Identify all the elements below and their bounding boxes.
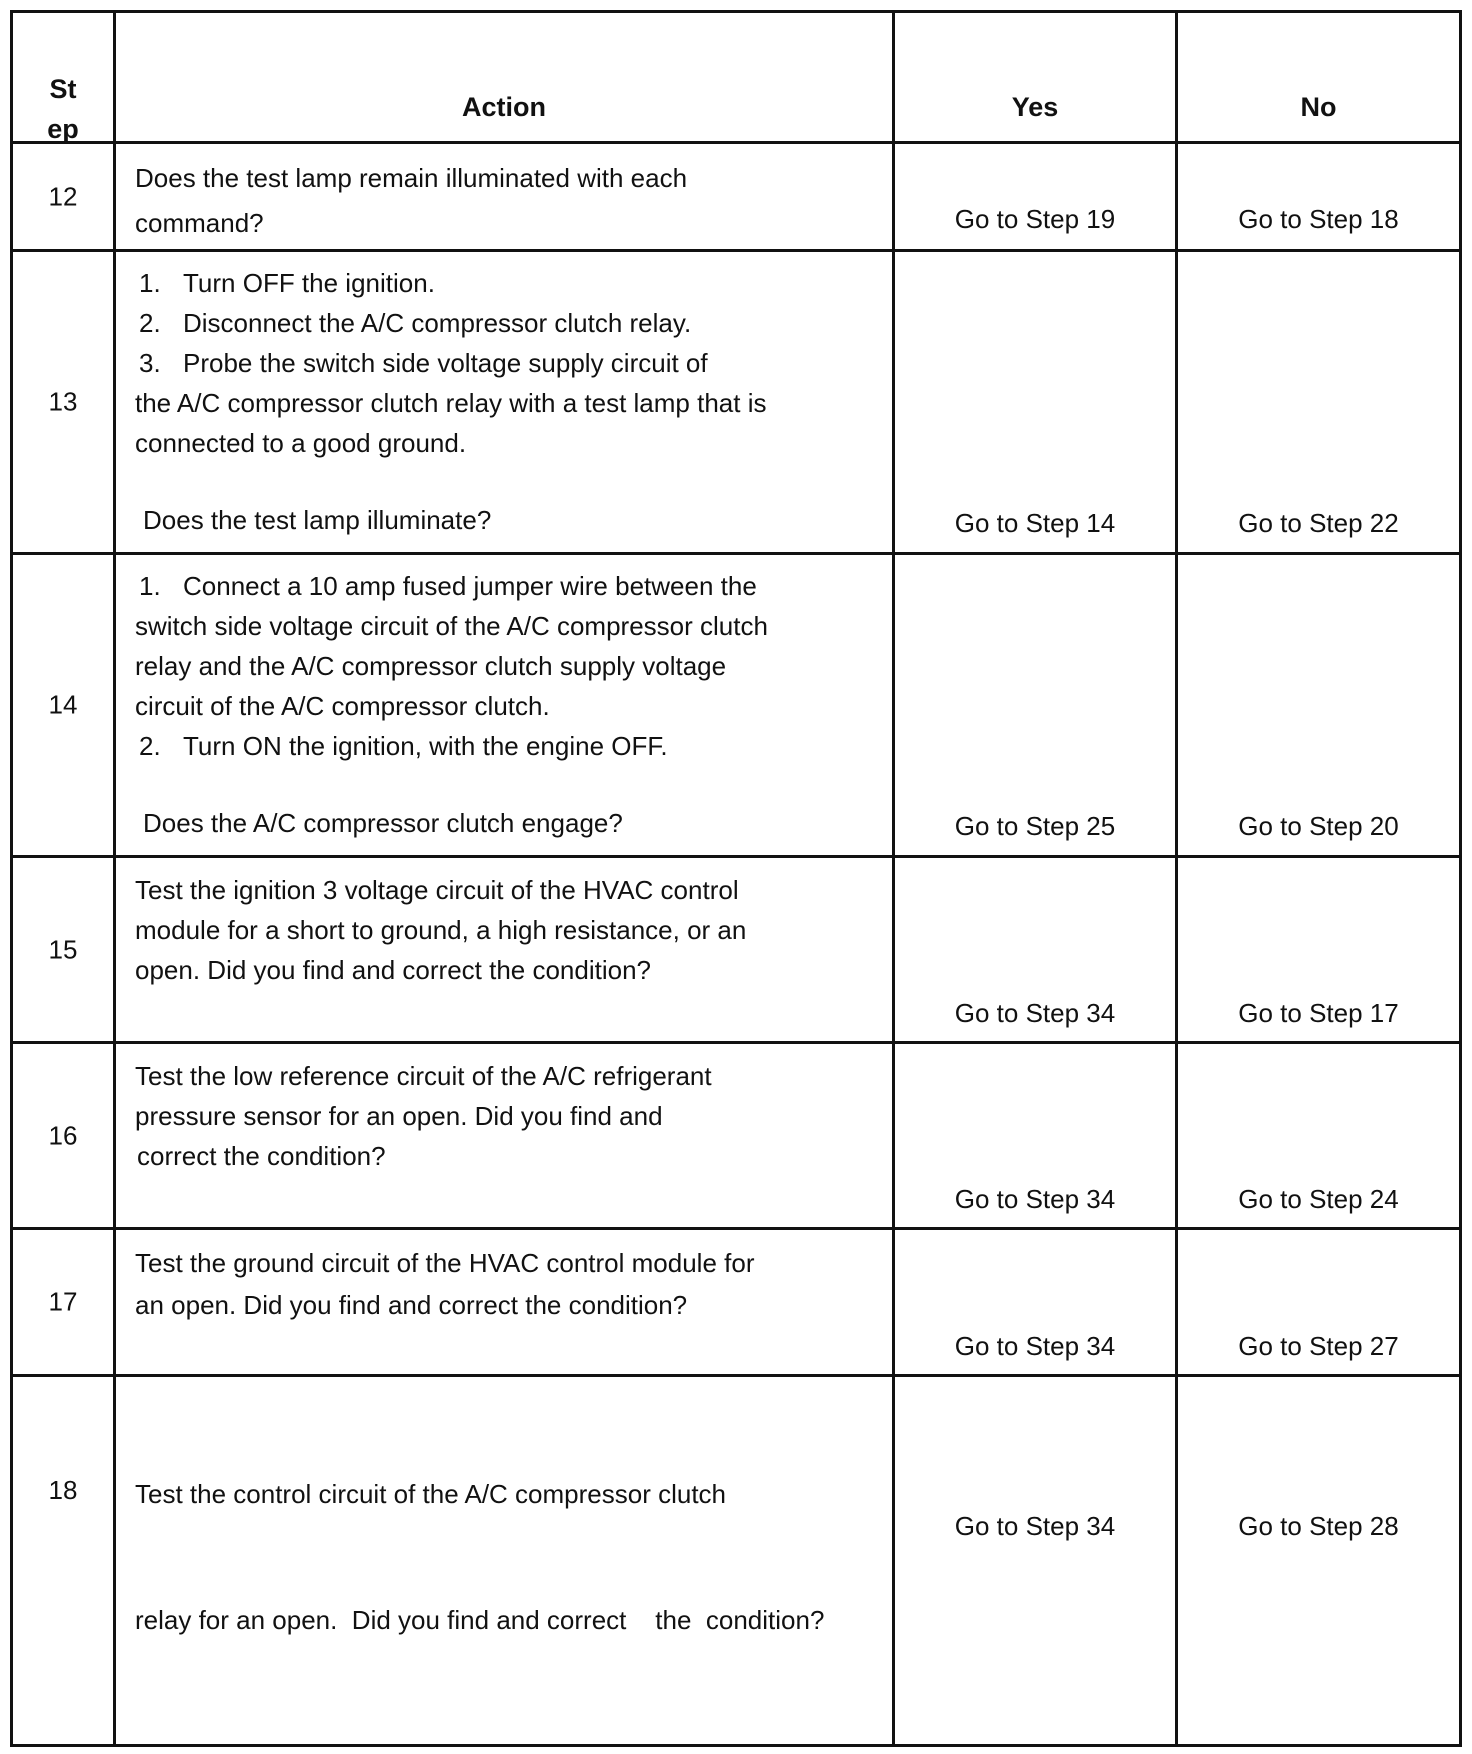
step-number: 16: [48, 1120, 78, 1150]
yes-cell: [895, 252, 1178, 552]
question-text: Does the A/C compressor clutch engage?: [143, 808, 623, 838]
yes-cell: [895, 555, 1178, 855]
step-cell: [13, 252, 116, 552]
yes-cell: [895, 1377, 1178, 1744]
step-number: 17: [48, 1286, 78, 1317]
step-number: 14: [48, 689, 78, 720]
yes-cell: [895, 144, 1178, 249]
table-row: [13, 858, 1459, 1044]
no-cell: [1178, 252, 1459, 552]
action-cell: [116, 1230, 895, 1374]
yes-goto: Go to Step 34: [954, 1184, 1116, 1214]
yes-goto: Go to Step 34: [954, 1331, 1116, 1361]
table-row: [13, 1044, 1459, 1230]
header-yes-label: Yes: [1011, 92, 1059, 122]
no-cell: [1178, 858, 1459, 1041]
step-cell: [13, 858, 116, 1041]
no-cell: [1178, 1230, 1459, 1374]
yes-cell: [895, 1044, 1178, 1227]
step-number: 18: [48, 1475, 78, 1505]
yes-goto: Go to Step 25: [954, 811, 1116, 841]
action-cell: [116, 555, 895, 855]
action-text: 1. Turn OFF the ignition. 2. Disconnect the A/C compressor clutch relay. 3. Probe the switch side voltage supply circuit of the A/C compressor clutch relay with a test lamp that is connected to a good ground. Does the test lamp illuminate?: [135, 263, 882, 540]
yes-goto: Go to Step 19: [954, 204, 1116, 234]
no-goto: Go to Step 28: [1238, 1511, 1399, 1541]
yes-cell: [895, 858, 1178, 1041]
table-row: [13, 252, 1459, 555]
step-cell: [13, 144, 116, 249]
no-cell: [1178, 144, 1459, 249]
step-number: 13: [48, 386, 78, 417]
table-row: [13, 144, 1459, 252]
yes-goto: Go to Step 14: [954, 508, 1116, 538]
action-text: Test the low reference circuit of the A/C refrigerant pressure sensor for an open. Did you find and correct the condition?: [135, 1061, 712, 1171]
no-cell: [1178, 555, 1459, 855]
yes-cell: [895, 1230, 1178, 1374]
header-action-label: Action: [462, 92, 546, 122]
header-action-cell: [116, 13, 895, 141]
header-no-cell: [1178, 13, 1459, 141]
diagnostic-table: [10, 10, 1462, 1747]
table-row: [13, 555, 1459, 858]
action-text: Test the ground circuit of the HVAC control module for an open. Did you find and correct the condition?: [135, 1248, 755, 1320]
action-text: Does the test lamp remain illuminated with each command?: [135, 163, 688, 238]
action-cell: [116, 252, 895, 552]
no-cell: [1178, 1377, 1459, 1744]
step-cell: [13, 1044, 116, 1227]
header-step-cell: [13, 13, 116, 144]
header-no-label: No: [1300, 92, 1337, 122]
no-goto: Go to Step 22: [1238, 508, 1399, 538]
step-cell: [13, 1230, 116, 1374]
step-number: 15: [48, 934, 78, 964]
no-goto: Go to Step 20: [1238, 811, 1399, 841]
no-goto: Go to Step 18: [1238, 204, 1399, 234]
no-goto: Go to Step 17: [1238, 998, 1399, 1028]
action-cell: [116, 1377, 895, 1744]
no-cell: [1178, 1044, 1459, 1227]
action-cell: [116, 144, 895, 249]
step-cell: [13, 1377, 116, 1744]
action-text: Test the ignition 3 voltage circuit of the HVAC control module for a short to ground, a high resistance, or an open. Did you find and correct the condition?: [135, 875, 747, 985]
table-header-row: [13, 13, 1459, 144]
header-yes-cell: [895, 13, 1178, 141]
action-text: 1. Connect a 10 amp fused jumper wire between the switch side voltage circuit of the A/C compressor clutch relay and the A/C compressor clutch supply voltage circuit of the A/C compressor clutch. 2. Turn ON the ignition, with the engine OFF. Does the A/C compressor clutch engage?: [135, 566, 882, 843]
action-cell: [116, 1044, 895, 1227]
table-row: [13, 1377, 1459, 1744]
step-number: 12: [48, 181, 78, 211]
table-row: [13, 1230, 1459, 1377]
no-goto: Go to Step 27: [1238, 1331, 1399, 1361]
question-text: Does the test lamp illuminate?: [143, 505, 492, 535]
yes-goto: Go to Step 34: [954, 1511, 1116, 1541]
yes-goto: Go to Step 34: [954, 998, 1116, 1028]
header-step-label: St ep: [47, 74, 79, 144]
no-goto: Go to Step 24: [1238, 1184, 1399, 1214]
action-cell: [116, 858, 895, 1041]
step-cell: [13, 555, 116, 855]
action-text: Test the control circuit of the A/C compressor clutch relay for an open. Did you find and correct the condition?: [135, 1479, 825, 1635]
